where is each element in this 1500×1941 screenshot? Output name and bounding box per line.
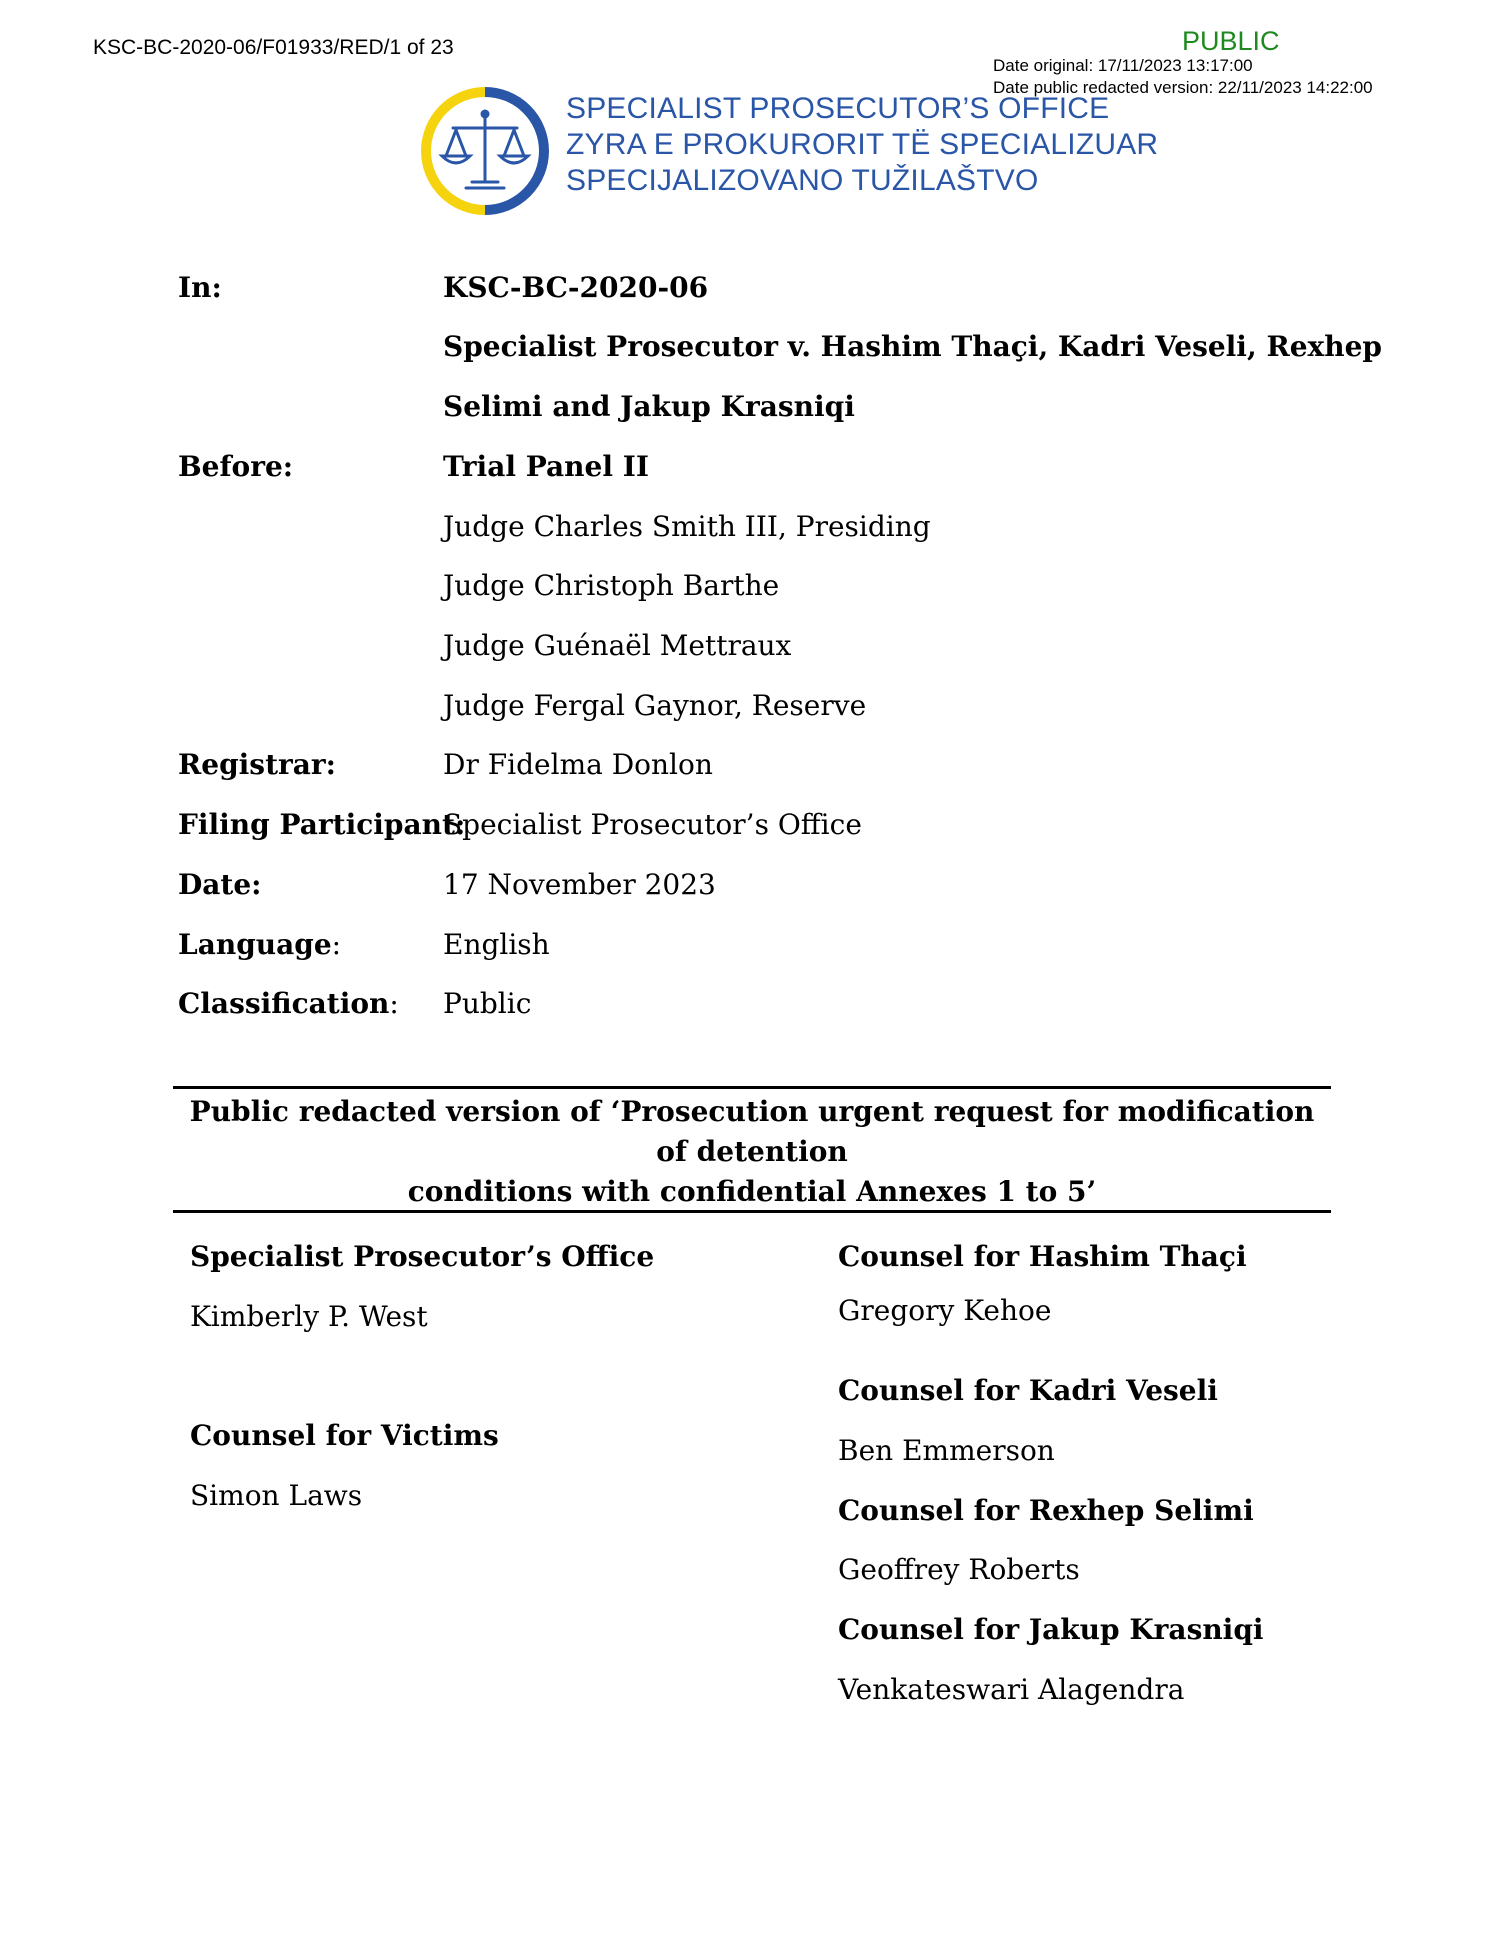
language-label: Language: <box>178 928 342 961</box>
judge: Judge Christoph Barthe <box>443 569 780 602</box>
registrar-label: Registrar: <box>178 748 336 781</box>
party-heading-selimi: Counsel for Rexhep Selimi <box>838 1494 1254 1527</box>
party-name-victims: Simon Laws <box>190 1479 363 1512</box>
classification-value: Public <box>443 987 532 1020</box>
party-name-selimi: Geoffrey Roberts <box>838 1553 1080 1586</box>
judge-reserve: Judge Fergal Gaynor, Reserve <box>443 689 867 722</box>
judge: Judge Guénaël Mettraux <box>443 629 792 662</box>
before-label: Before: <box>178 450 294 483</box>
party-heading-thaci: Counsel for Hashim Thaçi <box>838 1240 1247 1273</box>
date-label: Date: <box>178 868 262 901</box>
party-heading-veseli: Counsel for Kadri Veseli <box>838 1374 1218 1407</box>
party-name-spo: Kimberly P. West <box>190 1300 428 1333</box>
language-value: English <box>443 928 550 961</box>
party-name-veseli: Ben Emmerson <box>838 1434 1055 1467</box>
scales-of-justice-logo-icon <box>420 86 550 216</box>
logo-text-albanian: ZYRA E PROKURORIT TË SPECIALIZUAR <box>566 128 1159 161</box>
in-label: In: <box>178 271 222 304</box>
party-name-krasniqi: Venkateswari Alagendra <box>838 1673 1185 1706</box>
case-number: KSC-BC-2020-06 <box>443 271 709 304</box>
case-name-line-2: Selimi and Jakup Krasniqi <box>443 390 855 423</box>
judge-presiding: Judge Charles Smith III, Presiding <box>443 510 931 543</box>
document-reference: KSC-BC-2020-06/F01933/RED/1 of 23 <box>93 36 454 59</box>
date-original: Date original: 17/11/2023 13:17:00 <box>993 56 1253 75</box>
title-rule-top <box>173 1086 1331 1089</box>
logo-text-english: SPECIALIST PROSECUTOR’S OFFICE <box>566 92 1110 125</box>
document-title-line-1: Public redacted version of ‘Prosecution urgent request for modification of detention <box>189 1095 1315 1168</box>
logo-text-serbian: SPECIJALIZOVANO TUŽILAŠTVO <box>566 164 1039 197</box>
case-name-line-1: Specialist Prosecutor v. Hashim Thaçi, Kadri Veseli, Rexhep <box>443 330 1382 363</box>
date-public-redacted: Date public redacted version: 22/11/2023 14:22:00 <box>993 78 1373 97</box>
party-heading-spo: Specialist Prosecutor’s Office <box>190 1240 655 1273</box>
trial-panel: Trial Panel II <box>443 450 649 483</box>
registrar-name: Dr Fidelma Donlon <box>443 748 713 781</box>
title-rule-bottom <box>173 1210 1331 1213</box>
classification-label: Classification: <box>178 987 399 1020</box>
party-heading-victims: Counsel for Victims <box>190 1419 499 1452</box>
party-heading-krasniqi: Counsel for Jakup Krasniqi <box>838 1613 1264 1646</box>
filing-participant-label: Filing Participant: <box>178 808 466 841</box>
document-title <box>173 1092 1331 1212</box>
public-classification-stamp: PUBLIC <box>1182 26 1280 56</box>
filing-date: 17 November 2023 <box>443 868 716 901</box>
party-name-thaci: Gregory Kehoe <box>838 1294 1052 1327</box>
document-title-line-2: conditions with confidential Annexes 1 to 5’ <box>407 1175 1097 1208</box>
filing-participant: Specialist Prosecutor’s Office <box>443 808 862 841</box>
